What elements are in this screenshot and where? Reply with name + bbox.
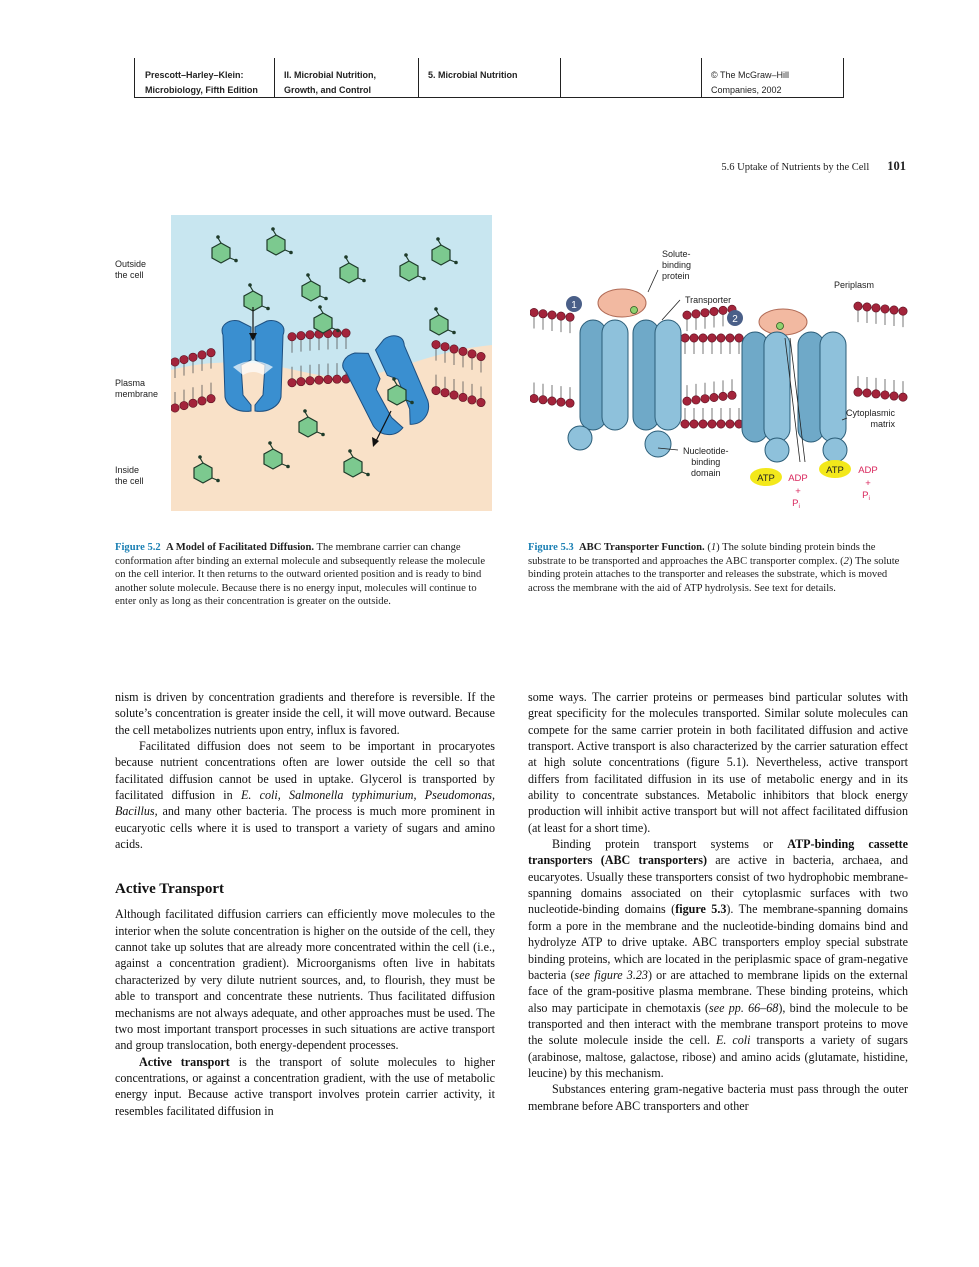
fig53-label-solute-binding-protein: Solute- binding protein [662,249,692,281]
fig52-label-inside: Inside the cell [115,465,144,486]
svg-text:ADP: ADP [858,465,878,476]
fig53-label-periplasm: Periplasm [834,280,875,290]
figure-5-3-caption: Figure 5.3 ABC Transporter Function. (1) The solute binding protein binds the substrate to be transported and approaches the ABC transporter complex. (2) The solute binding protein attaches to the transporter and releases the substrate, which is moved across the membrane with the aid of ATP hydrolysis. See text for details. [528,542,900,594]
svg-text:1: 1 [571,300,577,311]
svg-text:ATP: ATP [826,465,844,476]
running-header-table [134,58,844,98]
header-part: II. Microbial Nutrition, Growth, and Control [284,70,376,95]
solute-binding-protein [598,289,646,317]
paragraph: Active transport is the transport of solute molecules to higher concentrations, or against a concentration gradient, with the use of metabolic energy input. Because active transport involves protein carrier activity, it resembles facilitated diffusion in [115,1054,495,1118]
paragraph: Facilitated diffusion does not seem to be important in procaryotes because nutrient concentrations often are lower outside the cell so that facilitated diffusion cannot be used in uptake. Glycerol is transported by facilitated diffusion in E. coli, Salmonella typhimurium, Pseudomonas, Bacillus, and many other bacteria. The process is much more prominent in eucaryotic cells where it is used to transport a variety of sugars and amino acids. [115,739,495,852]
svg-text:+: + [795,486,801,497]
paragraph: Binding protein transport systems or ATP-binding cassette transporters (ABC transporters) are active in bacteria, archaea, and eucaryotes. Usually these transporters consist of two hydrophobic membrane-spanning domains associated on their cytoplasmic surfaces with two nucleotide-binding domains (figure 5.3). The membrane-spanning domains form a pore in the membrane and the nucleotide-binding domains bind and hydrolyze ATP to drive uptake. ABC transporters employ special substrate binding proteins, which are located in the periplasmic space of gram-negative bacteria (see figure 3.23) or are attached to membrane lipids on the external face of the gram-positive plasma membrane. These binding proteins, which also may participate in chemotaxis (see pp. 66–68), bind the molecule to be transported and then interact with the membrane transport proteins to move the solute molecule inside the cell. E. coli transports a variety of sugars (arabinose, maltose, galactose, ribose) and amino acids (glutamate, histidine, leucine) by this mechanism. [528,837,909,1080]
cross-reference[interactable]: see figure 3.23 [574,967,648,982]
cross-reference[interactable]: see pp. 66–68 [709,1000,779,1015]
figure-5-2-caption: Figure 5.2 A Model of Facilitated Diffusion. The membrane carrier can change conformation after binding an external molecule and subsequently release the molecule on the cell interior. It then returns to the outward oriented position and is ready to bind another solute molecule. Because there is no energy input, molecules will continue to enter only as long as their concentration is greater on the outside. [115,542,486,608]
term-abc-transporters: ATP-binding cassette transporters (ABC transporters) [528,837,908,868]
fig52-label-outside: Outside the cell [115,259,147,280]
transporter-complex-1 [568,320,628,450]
transporter-complex-3 [633,320,681,457]
right-text-column [528,689,908,1114]
header-book-title: Prescott–Harley–Klein: Microbiology, Fifth Edition [145,70,258,95]
section-heading: Active Transport [115,881,225,898]
fig53-label-cytoplasmic-matrix: Cytoplasmic matrix [846,408,896,429]
paragraph: nism is driven by concentration gradients and therefore is reversible. If the solute’s concentration is greater inside the cell, it will move outward. Because the cell metabolizes nutrients upon entry, influx is favored. [115,690,495,737]
paragraph: some ways. The carrier proteins or permeases bind particular solutes with great specificity for the molecules transported. Similar solute molecules can compete for the same carrier protein in both facilitated diffusion and active transport. Active transport is also characterized by the carrier saturation effect at high solute concentrations (figure 5.1). Nevertheless, active transport differs from facilitated diffusion in its use of metabolic energy and in its ability to concentrate substances. Metabolic inhibitors that block energy production will inhibit active transport but will not affect facilitated diffusion (at least for a short time). [528,690,908,835]
header-copyright: © The McGraw–Hill Companies, 2002 [711,70,789,95]
page-number: 101 [887,159,906,173]
section-title: 5.6 Uptake of Nutrients by the Cell [721,162,870,173]
svg-text:ADP: ADP [788,473,808,484]
fig52-label-membrane: Plasma membrane [115,378,159,399]
fig53-label-nucleotide-binding-domain: Nucleotide- binding domain [683,446,729,478]
svg-text:Pi: $P_i$ [792,498,800,510]
svg-text:+: + [865,478,871,489]
figure-reference[interactable]: figure 5.3 [675,902,727,917]
facilitated-diffusion-illustration [171,215,492,511]
transporter-complex-4 [798,332,847,462]
running-head [721,159,906,174]
fig53-label-transporter: Transporter [685,295,732,305]
svg-text:2: 2 [732,314,738,325]
paragraph: Although facilitated diffusion carriers can efficiently move molecules to the interior when the solute concentration is higher on the outside of the cell, they cannot take up solutes that are already more concentrated within the cell (i.e., against a concentration gradient). Microorganisms often live in habitats characterized by very dilute nutrient sources, and, to flourish, they must be able to transport and concentrate these nutrients. Thus facilitated diffusion mechanisms are not always adequate, and other approaches must be used. The two most important transport processes in such situations are active transport and group translocation, both energy-dependent processes. [115,907,495,1053]
paragraph: Substances entering gram-negative bacteria must pass through the outer membrane before ABC transporters and other [528,1082,908,1113]
transporter-complex-2 [742,332,790,462]
header-chapter: 5. Microbial Nutrition [428,70,518,80]
svg-text:ATP: ATP [757,473,775,484]
svg-text:Pi: $P_i$ [862,490,870,502]
left-text-column [115,689,495,1119]
